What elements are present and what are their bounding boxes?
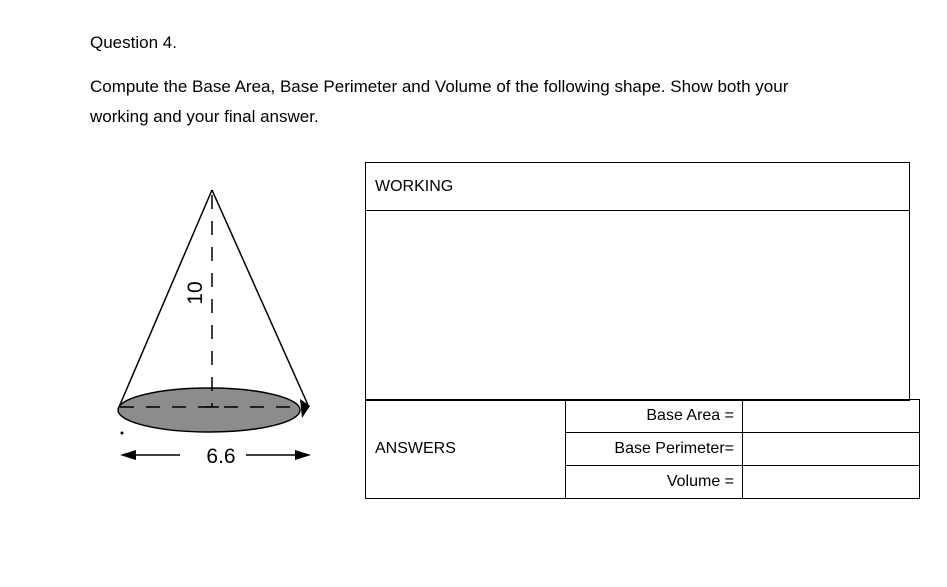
question-prompt	[90, 72, 880, 132]
prompt-line-2: working and your final answer.	[90, 107, 319, 126]
cone-right-edge	[212, 190, 308, 405]
diameter-label: 6.6	[206, 445, 236, 468]
height-label: 10	[184, 281, 207, 305]
prompt-line-1: Compute the Base Area, Base Perimeter and Volume of the following shape. Show both your	[90, 77, 789, 96]
answer-row-base-area	[366, 400, 920, 433]
apex-wedge	[300, 399, 310, 418]
working-header: WORKING	[366, 163, 909, 211]
cone-figure	[112, 185, 322, 475]
reference-dot	[121, 432, 124, 435]
answers-label: ANSWERS	[366, 400, 566, 499]
arrowhead-right	[295, 450, 311, 460]
question-title: Question 4.	[90, 33, 177, 52]
working-area[interactable]	[366, 211, 909, 400]
arrowhead-left	[120, 450, 136, 460]
volume-label: Volume =	[566, 466, 743, 499]
cone-base	[118, 388, 300, 432]
answers-table	[365, 399, 920, 499]
volume-answer-field[interactable]	[743, 466, 920, 499]
base-area-label: Base Area =	[566, 400, 743, 433]
base-perimeter-label: Base Perimeter=	[566, 433, 743, 466]
working-box	[365, 162, 910, 401]
base-perimeter-answer-field[interactable]	[743, 433, 920, 466]
base-area-answer-field[interactable]	[743, 400, 920, 433]
